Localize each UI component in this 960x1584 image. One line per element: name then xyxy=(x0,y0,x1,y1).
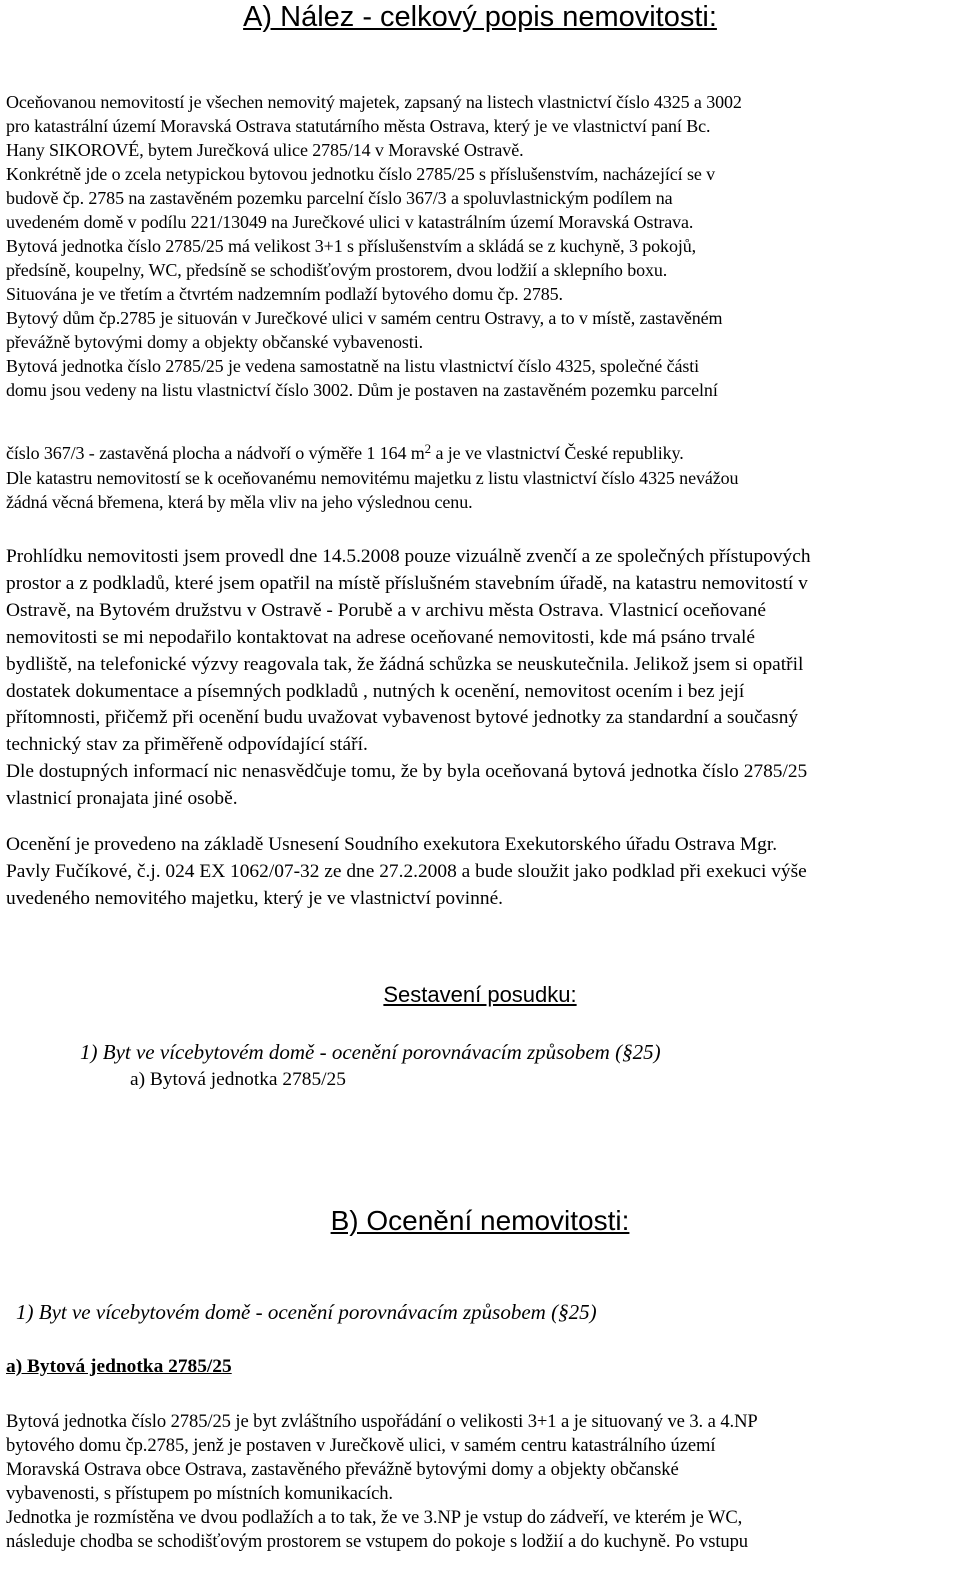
text-line: Bytová jednotka číslo 2785/25 má velikost 3+1 s příslušenstvím a skládá se z kuchyně, 3 pokojů, xyxy=(6,236,697,256)
text-line: Moravská Ostrava obce Ostrava, zastavěného převážně bytovými domy a objekty občanské xyxy=(6,1459,679,1480)
text-line: Oceňovanou nemovitostí je všechen nemovitý majetek, zapsaný na listech vlastnictví číslo 4325 a 3002 xyxy=(6,92,742,112)
text-line: pro katastrální území Moravská Ostrava statutárního města Ostrava, který je ve vlastnictví paní Bc. xyxy=(6,116,711,136)
text-line: bydliště, na telefonické výzvy reagovala tak, že žádná schůzka se neuskutečnila. Jelikož jsem si opatřil xyxy=(6,653,804,675)
paragraph-property-description xyxy=(6,90,956,402)
text-line: nemovitosti se mi nepodařilo kontaktovat na adrese oceňované nemovitosti, kde má psáno trvalé xyxy=(6,626,756,648)
superscript: 2 xyxy=(424,441,432,456)
text-line: převážně bytovými domy a objekty občanské vybavenosti. xyxy=(6,332,423,352)
paragraph-easements xyxy=(6,466,956,514)
heading-sestaveni: Sestavení posudku: xyxy=(383,982,577,1007)
text-line: Jednotka je rozmístěna ve dvou podlažích a to tak, že ve 3.NP je vstup do zádveří, ve kterém je WC, xyxy=(6,1507,743,1528)
text-line: Bytová jednotka číslo 2785/25 je vedena samostatně na listu vlastnictví číslo 4325, společné části xyxy=(6,356,700,376)
text-line: prostor a z podkladů, které jsem opatřil na místě příslušném stavebním úřadě, na katastru nemovitostí v xyxy=(6,572,808,594)
area-line xyxy=(6,436,956,466)
text-line: Konkrétně jde o zcela netypickou bytovou jednotku číslo 2785/25 s příslušenstvím, nacházející se v xyxy=(6,164,716,184)
text-line: žádná věcná břemena, která by měla vliv na jeho výslednou cenu. xyxy=(6,492,473,512)
area-text: číslo 367/3 - zastavěná plocha a nádvoří o výměře 1 164 m xyxy=(6,443,425,463)
text-line: budově čp. 2785 na zastavěném pozemku parcelní číslo 367/3 a spoluvlastnickým podílem na xyxy=(6,188,673,208)
text-line: předsíně, koupelny, WC, předsíně se schodišťovým prostorem, dvou lodžií a sklepního boxu. xyxy=(6,260,668,280)
paragraph-valuation-basis xyxy=(6,832,956,913)
text-line: Bytová jednotka číslo 2785/25 je byt zvláštního uspořádání o velikosti 3+1 a je situovaný ve 3. a 4.NP xyxy=(6,1411,758,1432)
summary-subitem: a) Bytová jednotka 2785/25 xyxy=(130,1069,346,1090)
text-line: Pavly Fučíkové, č.j. 024 EX 1062/07-32 ze dne 27.2.2008 a bude sloužit jako podklad při exekuci výše xyxy=(6,860,807,882)
text-line: vybavenosti, s přístupem po místních komunikacích. xyxy=(6,1483,393,1504)
text-line: dostatek dokumentace a písemných podkladů , nutných k ocenění, nemovitost ocením i bez její xyxy=(6,680,745,702)
text-line: bytového domu čp.2785, jenž je postaven v Jurečkově ulici, v samém centru katastrálního území xyxy=(6,1435,716,1456)
section-subitem: a) Bytová jednotka 2785/25 xyxy=(6,1356,232,1377)
text-line: Ostravě, na Bytovém družstvu v Ostravě - Porubě a v archivu města Ostrava. Vlastnicí oceňované xyxy=(6,599,766,621)
heading-b: B) Ocenění nemovitosti: xyxy=(330,1205,630,1236)
text-line: uvedeném domě v podílu 221/13049 na Jurečkové ulici v katastrálním území Moravská Ostrava. xyxy=(6,212,694,232)
text-line: následuje chodba se schodišťovým prostorem se vstupem do pokoje s lodžií a do kuchyně. Po vstupu xyxy=(6,1531,748,1552)
paragraph-inspection xyxy=(6,544,956,813)
text-line: Ocenění je provedeno na základě Usnesení Soudního exekutora Exekutorského úřadu Ostrava Mgr. xyxy=(6,834,778,855)
text-line: Hany SIKOROVÉ, bytem Jurečková ulice 2785/14 v Moravské Ostravě. xyxy=(6,140,524,160)
text-line: Bytový dům čp.2785 je situován v Jurečkové ulici v samém centru Ostravy, a to v místě, zastavěném xyxy=(6,308,723,328)
section-item: 1) Byt ve vícebytovém domě - ocenění porovnávacím způsobem (§25) xyxy=(16,1300,597,1324)
text-line: Situována je ve třetím a čtvrtém nadzemním podlaží bytového domu čp. 2785. xyxy=(6,284,563,304)
text-line: technický stav za přiměřeně odpovídající stáří. xyxy=(6,734,368,756)
text-line: Prohlídku nemovitosti jsem provedl dne 14.5.2008 pouze vizuálně zvenčí a ze společných přístupových xyxy=(6,546,811,567)
heading-a: A) Nález - celkový popis nemovitosti: xyxy=(243,1,717,33)
paragraph-unit-description xyxy=(6,1410,956,1554)
summary-item: 1) Byt ve vícebytovém domě - ocenění porovnávacím způsobem (§25) xyxy=(80,1040,661,1064)
text-line: domu jsou vedeny na listu vlastnictví číslo 3002. Dům je postaven na zastavěném pozemku parcelní xyxy=(6,380,718,400)
text-line: uvedeného nemovitého majetku, který je ve vlastnictví povinné. xyxy=(6,887,504,909)
text-line: Dle katastru nemovitostí se k oceňovanému nemovitému majetku z listu vlastnictví číslo 4325 nevážou xyxy=(6,468,739,488)
text-line: vlastnicí pronajata jiné osobě. xyxy=(6,788,238,810)
text-line: přítomnosti, přičemž při ocenění budu uvažovat vybavenost bytové jednotky za standardní a současný xyxy=(6,707,799,729)
text-line: Dle dostupných informací nic nenasvědčuje tomu, že by byla oceňovaná bytová jednotka číslo 2785/25 xyxy=(6,761,808,783)
area-text-after: a je ve vlastnictví České republiky. xyxy=(431,443,684,463)
